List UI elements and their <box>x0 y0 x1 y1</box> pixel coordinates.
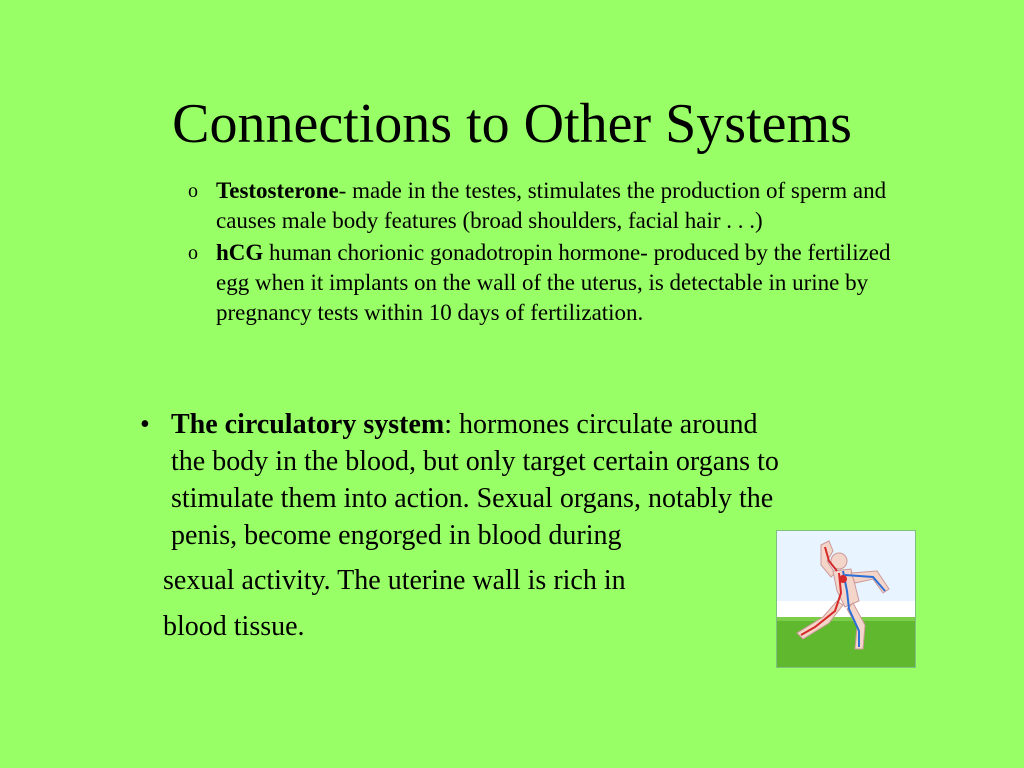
main-bullet-marker: • <box>140 409 150 440</box>
sub-bullet-list <box>188 176 928 330</box>
main-bullet-term: The circulatory system <box>171 409 445 440</box>
main-bullet-continuation-line: blood tissue. <box>163 611 305 642</box>
sub-bullet-hcg <box>188 238 928 328</box>
main-bullet-line-text: : hormones circulate around <box>444 409 758 440</box>
running-figure-circulatory-system-illustration <box>776 530 916 668</box>
sub-bullet-marker: o <box>188 242 198 264</box>
slide-title: Connections to Other Systems <box>172 93 852 155</box>
main-bullet-line: stimulate them into action. Sexual organs, notably the <box>171 483 774 514</box>
heart-icon <box>839 575 847 583</box>
sub-bullet-text: human chorionic gonadotropin hormone- produced by the fertilized egg when it implants on the wall of the uterus, is detectable in urine by pregnancy tests within 10 days of fertilization. <box>216 240 891 325</box>
sub-bullet-term: hCG <box>216 240 264 265</box>
circulatory-figure-svg <box>777 531 915 667</box>
sub-bullet-marker: o <box>188 180 198 202</box>
sub-bullet-testosterone <box>188 176 928 236</box>
sub-bullet-term: Testosterone <box>216 178 339 203</box>
main-bullet-line: the body in the blood, but only target certain organs to <box>171 446 779 477</box>
main-bullet-continuation-line: sexual activity. The uterine wall is rich in <box>163 565 626 596</box>
main-bullet-line: penis, become engorged in blood during <box>171 520 622 551</box>
sub-bullet-text: - made in the testes, stimulates the production of sperm and causes male body features (broad shoulders, facial hair . . .) <box>216 178 887 233</box>
main-bullet-line <box>171 406 920 443</box>
